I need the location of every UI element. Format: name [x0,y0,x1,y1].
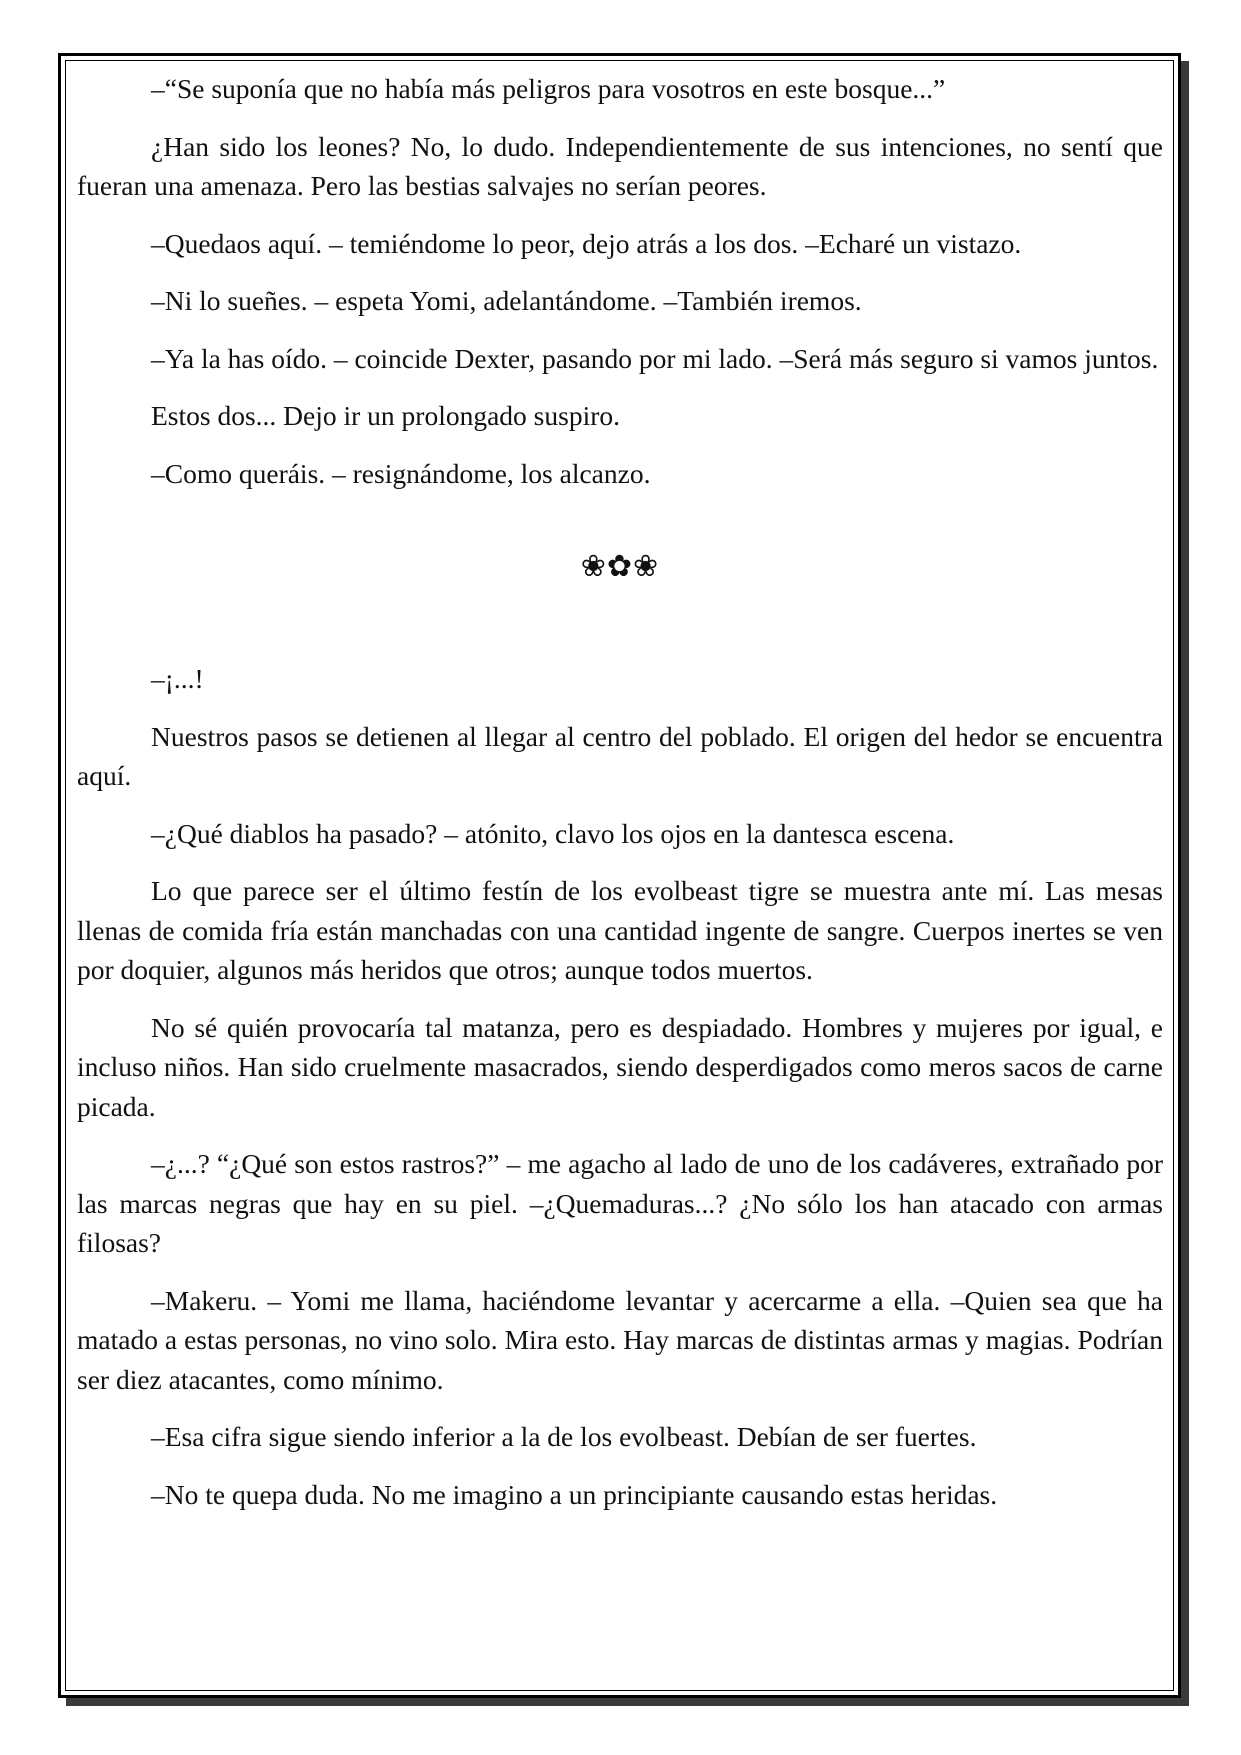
paragraph: –Esa cifra sigue siendo inferior a la de los evolbeast. Debían de ser fuertes. [151,1421,977,1452]
paragraph: –¿...? “¿Qué son estos rastros?” – me agacho al lado de uno de los cadáveres, extrañado por las marcas negras que hay en su piel. –¿Quemaduras...? ¿No sólo los han atacado con armas filosas? [77,1148,1163,1258]
paragraph: ¿Han sido los leones? No, lo dudo. Independientemente de sus intenciones, no sentí que fueran una amenaza. Pero las bestias salvajes no serían peores. [77,130,1163,201]
paragraph: –Makeru. – Yomi me llama, haciéndome levantar y acercarme a ella. –Quien sea que ha matado a estas personas, no vino solo. Mira esto. Hay marcas de distintas armas y magias. Podrían ser diez atacantes, como mínimo. [77,1284,1163,1395]
page-frame [58,53,1181,1698]
paragraph: –“Se suponía que no había más peligros para vosotros en este bosque...” [151,73,946,104]
paragraph: –Quedaos aquí. – temiéndome lo peor, dejo atrás a los dos. –Echaré un vistazo. [151,227,1022,259]
paragraph: –No te quepa duda. No me imagino a un principiante causando estas heridas. [151,1478,998,1510]
paragraph: Estos dos... Dejo ir un prolongado suspiro. [151,400,621,431]
scene-break-ornament: ❀✿❀ [580,550,660,583]
paragraph: Lo que parece ser el último festín de los evolbeast tigre se muestra ante mí. Las mesas llenas de comida fría están manchadas con una cantidad ingente de sangre. Cuerpos inertes se ven por doquier, algunos más heridos que otros; aunque todos muertos. [77,875,1163,985]
paragraph: –¿Qué diablos ha pasado? – atónito, clavo los ojos en la dantesca escena. [151,817,955,849]
paragraph: –¡...! [151,663,204,694]
paragraph: –Ya la has oído. – coincide Dexter, pasando por mi lado. –Será más seguro si vamos juntos. [151,342,1159,374]
paragraph: –Como queráis. – resignándome, los alcanzo. [151,457,651,489]
paragraph: Nuestros pasos se detienen al llegar al centro del poblado. El origen del hedor se encuentra aquí. [77,720,1163,791]
paragraph: No sé quién provocaría tal matanza, pero es despiadado. Hombres y mujeres por igual, e incluso niños. Han sido cruelmente masacrados, siendo desperdigados como meros sacos de carne picada. [77,1011,1163,1122]
page-text [77,69,1163,1532]
paragraph: –Ni lo sueñes. – espeta Yomi, adelantándome. –También iremos. [151,285,862,316]
